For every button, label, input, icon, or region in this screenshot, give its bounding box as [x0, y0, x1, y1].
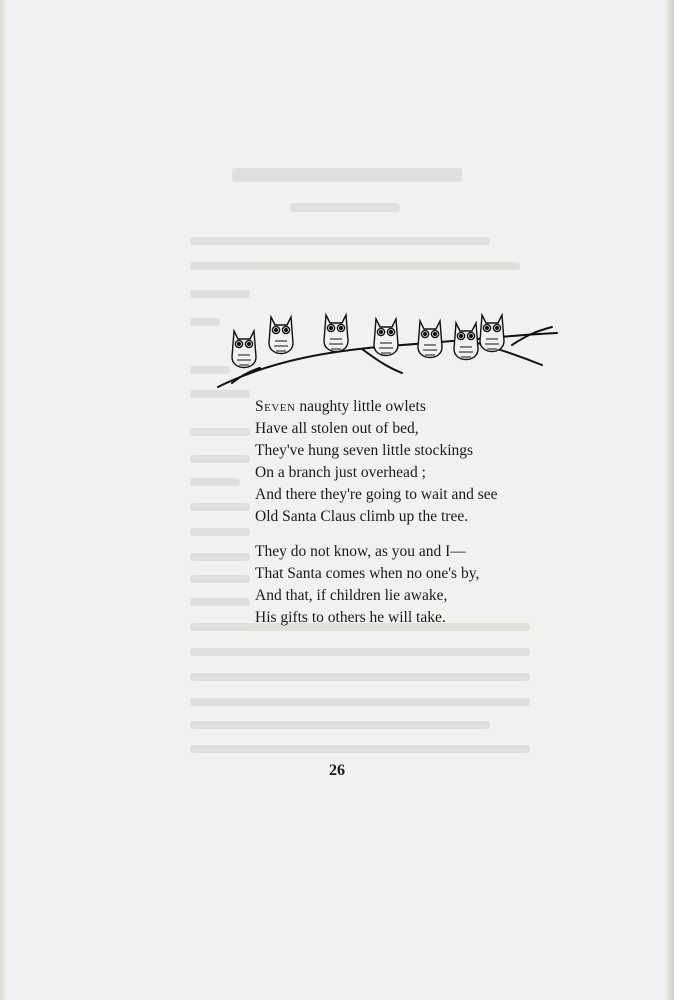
owls-on-branch-icon: [212, 305, 562, 397]
poem: [255, 396, 575, 629]
poem-line: [255, 396, 575, 418]
poem-line-text: naughty little owlets: [295, 398, 426, 415]
poem-line: On a branch just overhead ;: [255, 464, 426, 481]
stanza-2: [255, 541, 575, 629]
poem-line: And that, if children lie awake,: [255, 587, 448, 604]
poem-line: They do not know, as you and I—: [255, 543, 466, 560]
poem-line: They've hung seven little stockings: [255, 442, 474, 459]
poem-line: And there they're going to wait and see: [255, 486, 498, 503]
poem-line: His gifts to others he will take.: [255, 609, 446, 626]
first-word: Seven: [255, 398, 296, 415]
poem-line: Have all stolen out of bed,: [255, 420, 419, 437]
poem-line: That Santa comes when no one's by,: [255, 565, 480, 582]
poem-line: Old Santa Claus climb up the tree.: [255, 508, 469, 525]
page-number: 26: [329, 762, 345, 779]
stanza-1: [255, 396, 575, 528]
